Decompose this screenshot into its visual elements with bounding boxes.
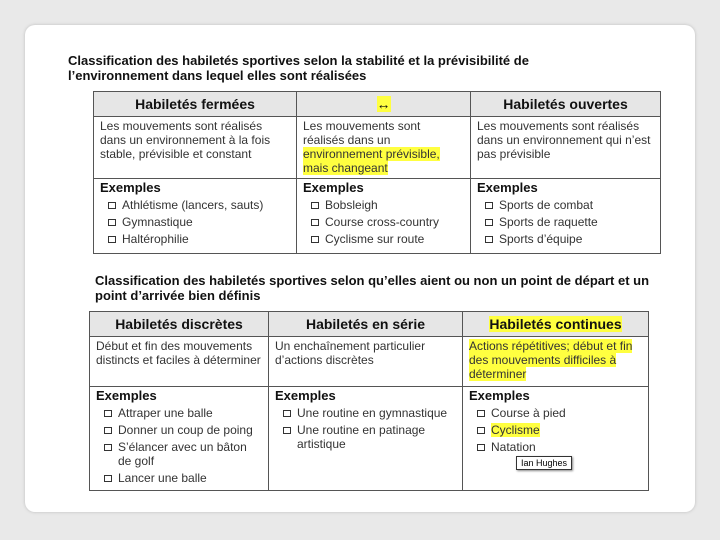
table1-title: Classification des habiletés sportives selon la stabilité et la prévisibilité de l’environnement dans lequel elles sont réalisées [68, 53, 529, 83]
table-stability [93, 91, 661, 254]
examples-discrete: Exemples Attraper une balle Donner un coup de poing S’élancer avec un bâton de golf Lancer une balle [90, 387, 269, 491]
examples-open: Exemples Sports de combat Sports de raquette Sports d’équipe [471, 179, 661, 254]
examples-middle: Exemples Bobsleigh Course cross-country Cyclisme sur route [297, 179, 471, 254]
desc-open: Les mouvements sont réalisés dans un environnement qui n’est pas prévisible [471, 117, 661, 179]
header-continuous: Habiletés continues [463, 312, 649, 337]
examples-continuous: Exemples Course à pied Cyclisme Natation [463, 387, 649, 491]
desc-continuous: Actions répétitives; début et fin des mouvements difficiles à déterminer [463, 337, 649, 387]
desc-discrete: Début et fin des mouvements distincts et faciles à déterminer [90, 337, 269, 387]
examples-closed: Exemples Athlétisme (lancers, sauts) Gymnastique Haltérophilie [94, 179, 297, 254]
header-serial: Habiletés en série [269, 312, 463, 337]
desc-middle: Les mouvements sont réalisés dans un environnement prévisible, mais changeant [297, 117, 471, 179]
header-closed: Habiletés fermées [94, 92, 297, 117]
examples-serial: Exemples Une routine en gymnastique Une routine en patinage artistique [269, 387, 463, 491]
arrow-icon: ↔ [376, 96, 391, 112]
table2-title: Classification des habiletés sportives selon qu’elles aient ou non un point de départ et un point d’arrivée bien définis [95, 273, 650, 303]
author-tooltip: Ian Hughes [516, 456, 572, 470]
header-open: Habiletés ouvertes [471, 92, 661, 117]
desc-serial: Un enchaînement particulier d’actions discrètes [269, 337, 463, 387]
desc-closed: Les mouvements sont réalisés dans un environnement à la fois stable, prévisible et constant [94, 117, 297, 179]
header-discrete: Habiletés discrètes [90, 312, 269, 337]
